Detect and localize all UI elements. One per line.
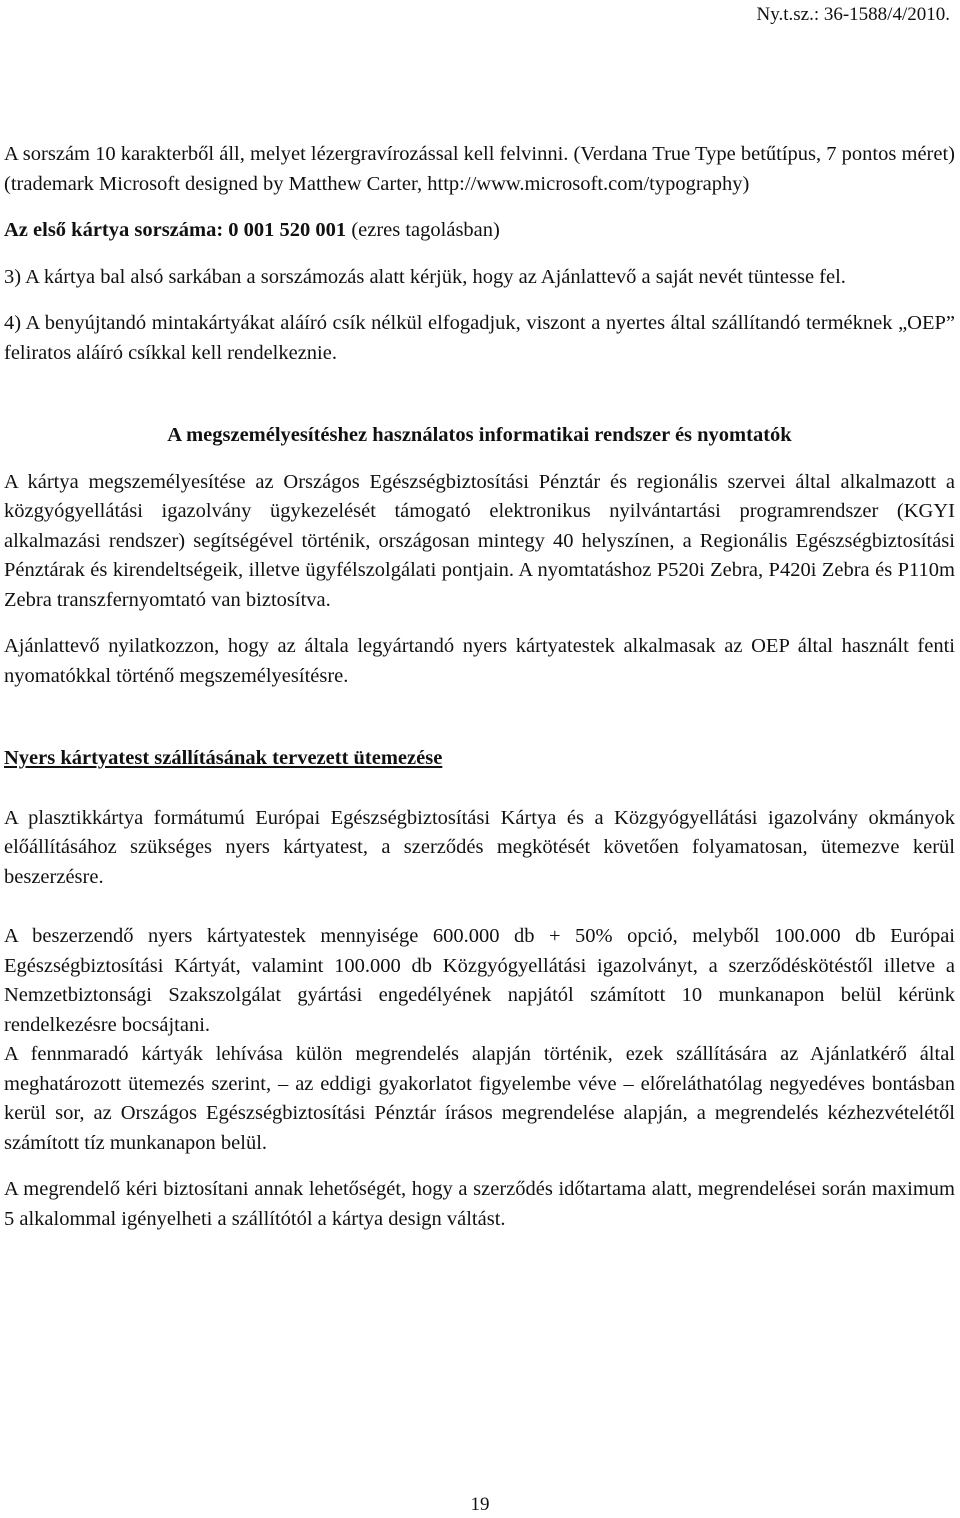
paragraph-bidder-declaration: Ajánlattevő nyilatkozzon, hogy az általa legyártandó nyers kártyatestek alkalmasak az OEP által használt fenti nyomatókkal történő megszemélyesítésre. xyxy=(4,635,955,687)
page-number: 19 xyxy=(470,1494,490,1515)
paragraph-item-4: 4) A benyújtandó mintakártyákat aláíró csík nélkül elfogadjuk, viszont a nyertes által szállítandó terméknek „OEP” feliratos aláíró csíkkal kell rendelkeznie. xyxy=(4,312,955,364)
section-title-delivery-schedule: Nyers kártyatest szállításának tervezett ütemezése xyxy=(4,747,443,769)
paragraph-first-card-serial xyxy=(4,216,955,246)
paragraph-procurement-intro: A plasztikkártya formátumú Európai Egészségbiztosítási Kártya és a Közgyógyellátási igazolvány okmányok előállításához szükséges nyers kártyatest, a szerződés megkötését követően folyamatosan, ütemezve kerül beszerzésre. xyxy=(4,806,955,888)
paragraph-item-3: 3) A kártya bal alsó sarkában a sorszámozás alatt kérjük, hogy az Ajánlattevő a saját nevét tüntesse fel. xyxy=(4,265,846,288)
first-card-serial-note: (ezres tagolásban) xyxy=(346,219,500,241)
paragraph-design-change: A megrendelő kéri biztosítani annak lehetőségét, hogy a szerződés időtartama alatt, megrendelései során maximum 5 alkalommal igényelheti a szállítótól a kártya design váltást. xyxy=(4,1178,955,1230)
paragraph-quantity: A beszerzendő nyers kártyatestek mennyisége 600.000 db + 50% opció, melyből 100.000 db Európai Egészségbiztosítási Kártyát, valamint 100.000 db Közgyógyellátási igazolványt, a szerződéskötéstől illetve a Nemzetbiztonsági Szakszolgálat gyártási engedélyének napjától számított 10 munkanapon belül kérünk rendelkezésre bocsájtani. xyxy=(4,925,955,1036)
first-card-serial-label: Az első kártya sorszáma: 0 001 520 001 xyxy=(4,219,347,241)
paragraph-remaining-cards: A fennmaradó kártyák lehívása külön megrendelés alapján történik, ezek szállítására az Ajánlatkérő által meghatározott ütemezés szerint, – az eddigi gyakorlatot figyelembe véve – előreláthatólag negyedéves bontásban kerül sor, az Országos Egészségbiztosítási Pénztár írásos megrendelése alapján, a megrendelés kézhezvételétől számított tíz munkanapon belül. xyxy=(4,1043,955,1154)
section-title-personalization: A megszemélyesítéshez használatos informatikai rendszer és nyomtatók xyxy=(167,424,792,446)
document-body xyxy=(4,140,955,1234)
paragraph-serial-number: A sorszám 10 karakterből áll, melyet lézergravírozással kell felvinni. (Verdana True Type betűtípus, 7 pontos méret) (trademark Microsoft designed by Matthew Carter, http://www.microsoft.com/typography) xyxy=(4,143,955,195)
paragraph-personalization-system: A kártya megszemélyesítése az Országos Egészségbiztosítási Pénztár és regionális szervei által alkalmazott a közgyógyellátási igazolvány ügykezelését támogató elektronikus nyilvántartási programrendszer (KGYI alkalmazási rendszer) segítségével történik, országosan mintegy 40 helyszínen, a Regionális Egészségbiztosítási Pénztárak és kirendeltségeik, illetve ügyfélszolgálati pontjain. A nyomtatáshoz P520i Zebra, P420i Zebra és P110m Zebra transzfernyomtató van biztosítva. xyxy=(4,470,955,611)
document-reference-number: Ny.t.sz.: 36-1588/4/2010. xyxy=(756,4,950,25)
